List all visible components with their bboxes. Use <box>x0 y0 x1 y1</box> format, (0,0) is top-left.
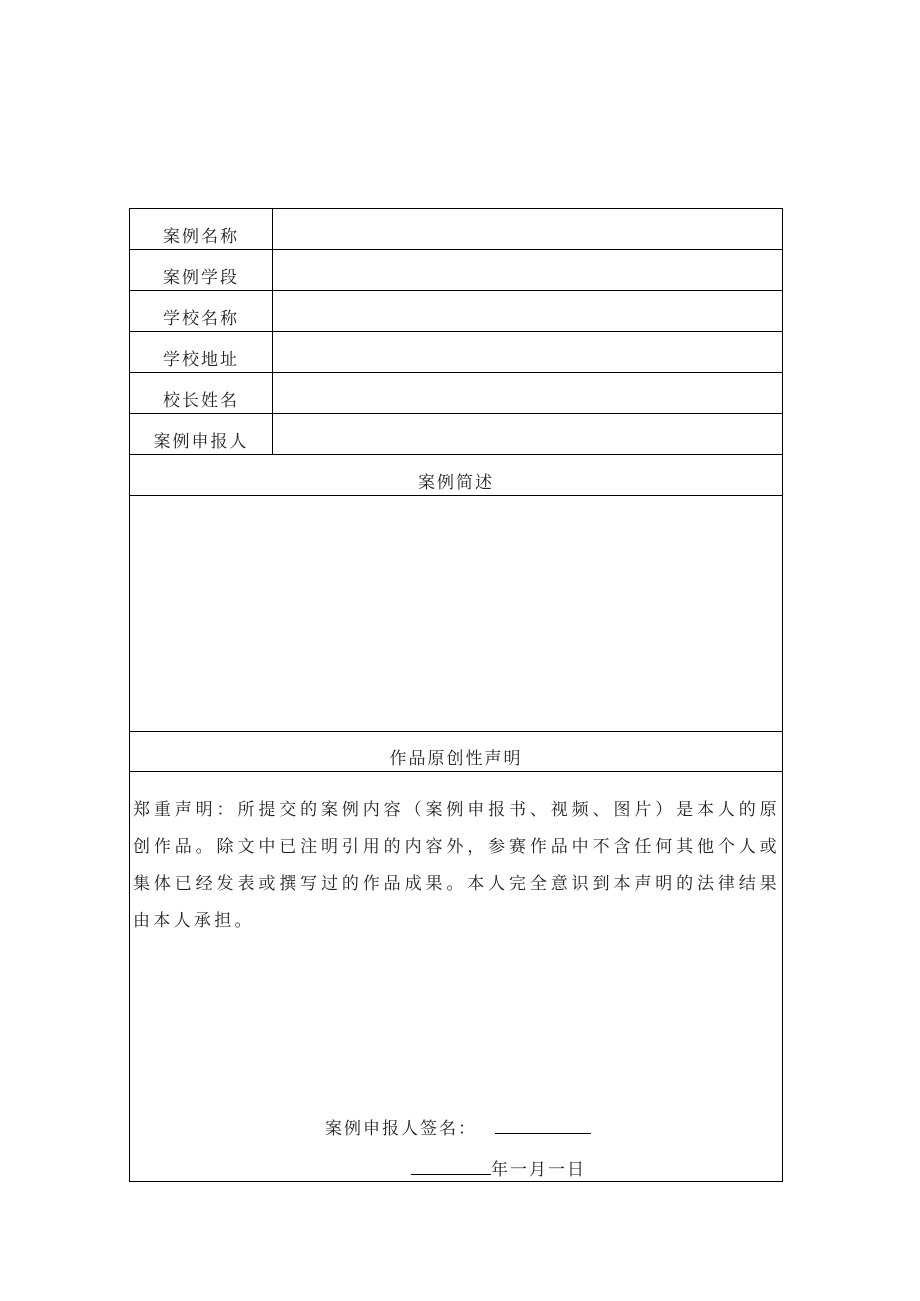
application-form <box>129 208 783 1182</box>
field-value-case-applicant[interactable] <box>273 414 782 454</box>
field-label-principal-name: 校长姓名 <box>130 373 273 413</box>
field-label-case-name: 案例名称 <box>130 209 273 249</box>
date-line <box>411 1155 586 1180</box>
field-label-school-name: 学校名称 <box>130 291 273 331</box>
declaration-text: 郑重声明：所提交的案例内容（案例申报书、视频、图片）是本人的原创作品。除文中已注明引用的内容外，参赛作品中不含任何其他个人或集体已经发表或撰写过的作品成果。本人完全意识到本声明的法律结果由本人承担。 <box>133 800 780 931</box>
field-row-case-stage <box>130 250 782 291</box>
signature-label: 案例申报人签名： <box>325 1119 477 1139</box>
field-value-school-name[interactable] <box>273 291 782 331</box>
date-field[interactable] <box>411 1174 491 1175</box>
field-row-principal-name <box>130 373 782 414</box>
field-label-case-applicant: 案例申报人 <box>130 414 273 454</box>
field-value-case-name[interactable] <box>273 209 782 249</box>
declaration-header-row <box>130 732 782 772</box>
field-label-case-stage: 案例学段 <box>130 250 273 290</box>
field-value-school-address[interactable] <box>273 332 782 372</box>
summary-body[interactable] <box>130 496 782 732</box>
field-row-school-name <box>130 291 782 332</box>
signature-field[interactable] <box>495 1133 591 1134</box>
summary-header-row <box>130 455 782 496</box>
field-row-case-name <box>130 209 782 250</box>
field-row-case-applicant <box>130 414 782 455</box>
field-value-principal-name[interactable] <box>273 373 782 413</box>
field-row-school-address <box>130 332 782 373</box>
field-label-school-address: 学校地址 <box>130 332 273 372</box>
declaration-title: 作品原创性声明 <box>389 749 523 769</box>
date-suffix: 年一月一日 <box>491 1160 586 1180</box>
summary-title: 案例简述 <box>418 473 494 493</box>
field-value-case-stage[interactable] <box>273 250 782 290</box>
signature-line <box>325 1114 591 1139</box>
